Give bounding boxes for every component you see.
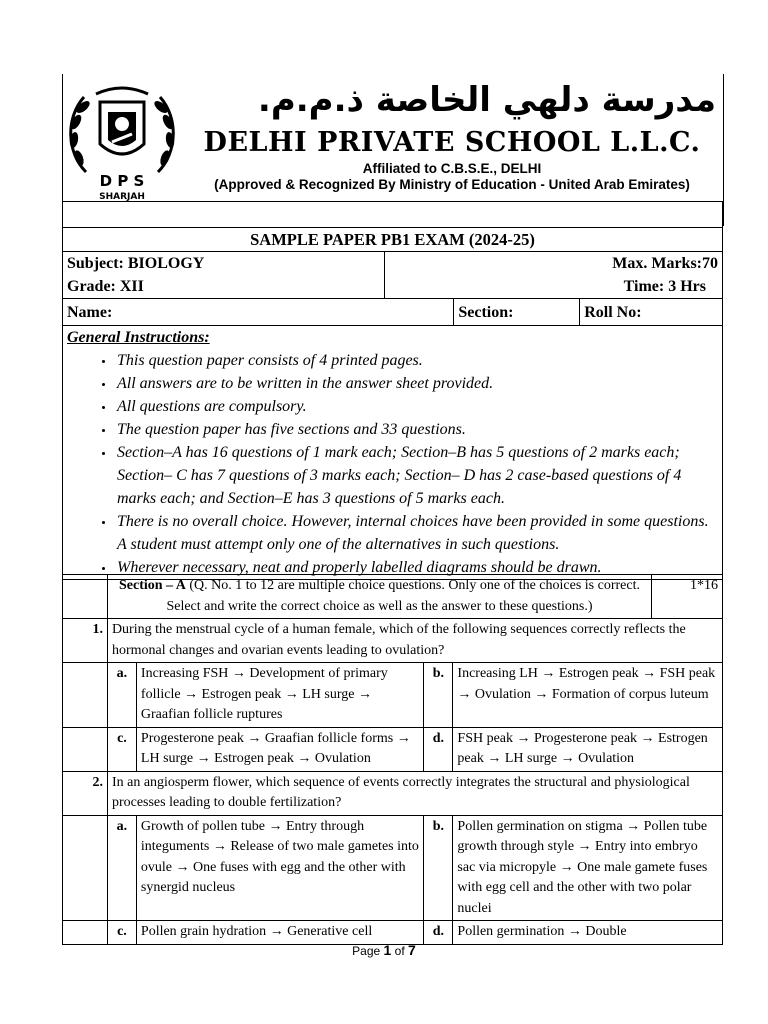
instruction-item: • All questions are compulsory. [115,395,718,418]
instructions-list [67,349,718,579]
logo-text-sharjah: SHARJAH [99,192,145,202]
blank-row [63,202,723,228]
section-a-header [107,575,651,619]
option-text: Increasing LH → Estrogen peak → FSH peak → Ovulation → Formation of corpus luteum [453,663,723,728]
question-text: During the menstrual cycle of a human female, which of the following sequences correctly reflects the hormonal changes and ovarian events leading to ovulation? [107,619,722,663]
subject-cell [63,252,385,299]
spacer-cell [63,727,108,771]
option-text: Pollen germination on stigma → Pollen tube growth through style → Entry into embryo sac via micropyle → One male gamete fuses with egg cell and the other with two polar nuclei [453,815,723,921]
page-footer [0,942,768,958]
question-number: 2. [63,771,108,815]
option-key: b. [424,815,453,921]
spacer-cell [63,921,108,945]
max-marks: Max. Marks:70 [612,255,718,272]
marks-cell [384,252,723,299]
school-name-arabic: مدرسة دلهي الخاصة ذ.م.م. [257,80,716,120]
section-a-label: Section – A [118,578,186,593]
instruction-item: • There is no overall choice. However, internal choices have been provided in some questions. A student must attempt only one of the alternatives in such questions. [115,510,718,556]
instruction-item: • All answers are to be written in the answer sheet provided. [115,372,718,395]
instruction-item: • Section–A has 16 questions of 1 mark each; Section–B has 5 questions of 2 marks each; Section– C has 7 questions of 3 marks each; Section– D has 2 case-based questions of 4 marks each; and Section–E has 3 questions of 5 marks each. [115,441,718,510]
roll-no-field: Roll No: [580,299,723,326]
exam-info-table [62,201,723,580]
page-total: 7 [408,942,416,958]
instruction-item: • Wherever necessary, neat and properly labelled diagrams should be drawn. [115,556,718,579]
questions-table [62,574,723,945]
option-key: a. [107,663,136,728]
instruction-item: • The question paper has five sections and 33 questions. [115,418,718,441]
name-field: Name: [63,299,454,326]
section-field: Section: [454,299,580,326]
spacer-cell [63,815,108,921]
exam-title: SAMPLE PAPER PB1 EXAM (2024-25) [63,228,723,252]
option-key: d. [424,921,453,945]
section-a-marks: 1*16 [652,575,723,619]
page-prefix: Page [352,944,384,958]
question-number: 1. [63,619,108,663]
section-a-text: (Q. No. 1 to 12 are multiple choice questions. Only one of the choices is correct. Select and write the correct choice as well as the answer to these questions.) [166,578,640,614]
option-key: d. [424,727,453,771]
logo-text-dps: D P S [99,172,145,190]
option-key: b. [424,663,453,728]
page-of: of [391,944,409,958]
page-number: 1 [383,942,392,958]
option-text: FSH peak → Progesterone peak → Estrogen peak → LH surge → Ovulation [453,727,723,771]
instruction-item: • This question paper consists of 4 printed pages. [115,349,718,372]
affiliation-text: Affiliated to C.B.S.E., DELHI [362,161,542,176]
option-text: Pollen germination → Double [453,921,723,945]
section-a-blank [63,575,108,619]
spacer-cell [63,663,108,728]
school-logo [66,82,178,202]
approval-text: (Approved & Recognized By Ministry of Education - United Arab Emirates) [214,177,690,192]
subject-label: Subject: BIOLOGY [67,255,205,272]
school-header [62,76,722,201]
instructions-heading: General Instructions: [67,329,210,346]
option-text: Growth of pollen tube → Entry through integuments → Release of two male gametes into ovule → One fuses with egg and the other with synergid nucleus [136,815,424,921]
school-name: DELHI PRIVATE SCHOOL L.L.C. [203,127,701,158]
question-text: In an angiosperm flower, which sequence of events correctly integrates the structural and physiological processes leading to double fertilization? [107,771,722,815]
option-text: Progesterone peak → Graafian follicle forms → LH surge → Estrogen peak → Ovulation [136,727,424,771]
option-key: c. [107,921,136,945]
general-instructions [63,326,723,580]
time-label: Time: 3 Hrs [623,278,706,295]
grade-label: Grade: XII [67,278,144,295]
option-text: Increasing FSH → Development of primary follicle → Estrogen peak → LH surge → Graafian follicle ruptures [136,663,424,728]
option-key: c. [107,727,136,771]
option-key: a. [107,815,136,921]
option-text: Pollen grain hydration → Generative cell [136,921,424,945]
